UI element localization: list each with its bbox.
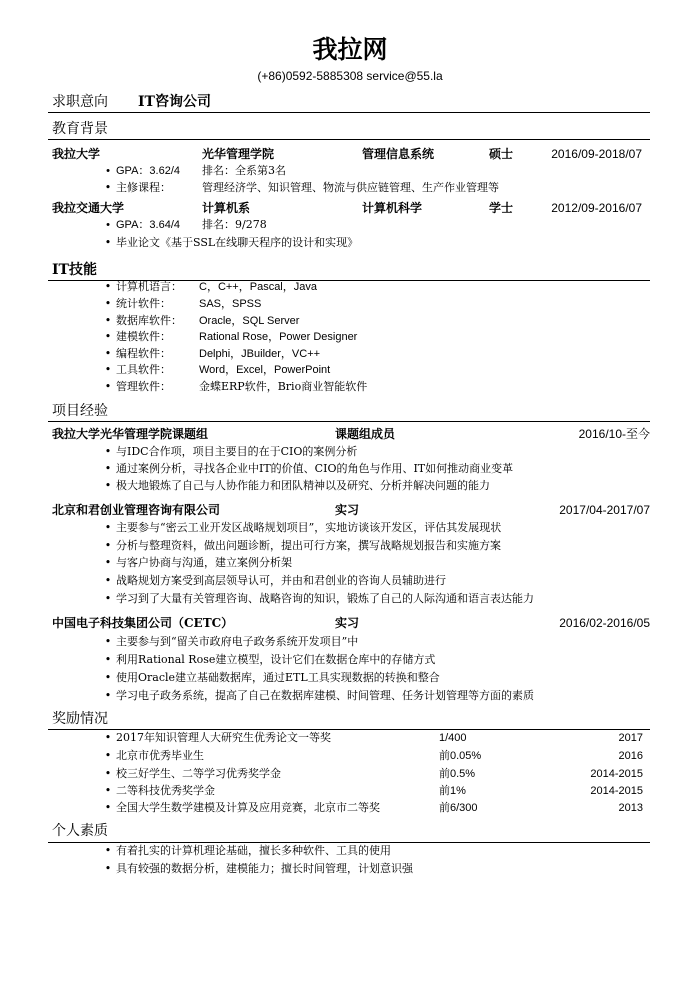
education-title: 教育背景 bbox=[52, 121, 108, 137]
project-period: 2017/04-2017/07 bbox=[559, 503, 650, 517]
project-role: 实习 bbox=[335, 616, 360, 630]
courses-value: 管理经济学、知识管理、物流与供应链管理、生产作业管理等 bbox=[202, 181, 499, 194]
degree: 学士 bbox=[489, 201, 514, 215]
school-name: 我拉大学 bbox=[52, 147, 101, 161]
personal-item: • 有着扎实的计算机理论基础，擅长多种软件、工具的使用 bbox=[104, 844, 391, 857]
award-rank: 前0.05% bbox=[439, 750, 482, 762]
skill-value: SAS，SPSS bbox=[199, 298, 262, 310]
skill-label: • 数据库软件： bbox=[104, 314, 182, 327]
award-year: 2013 bbox=[618, 802, 643, 814]
project-period: 2016/10-至今 bbox=[578, 427, 650, 441]
skill-label: • 编程软件： bbox=[104, 347, 171, 360]
skill-label: • 管理软件： bbox=[104, 380, 171, 393]
college-name: 计算机系 bbox=[202, 201, 251, 215]
objective-divider bbox=[48, 112, 650, 113]
rank-item: 排名：全系第3名 bbox=[202, 164, 286, 177]
award-name: • 2017年知识管理人大研究生优秀论文一等奖 bbox=[104, 731, 331, 744]
skill-value: 金蝶ERP软件，Brio商业智能软件 bbox=[199, 380, 368, 393]
project-period: 2016/02-2016/05 bbox=[559, 616, 650, 630]
award-name: • 全国大学生数学建模及计算及应用竞赛，北京市二等奖 bbox=[104, 801, 380, 814]
skill-value: Word，Excel，PowerPoint bbox=[199, 364, 331, 376]
skill-value: Oracle，SQL Server bbox=[199, 315, 300, 327]
study-period: 2016/09-2018/07 bbox=[551, 147, 642, 161]
project-bullet: • 学习电子政务系统，提高了自己在数据库建模、时间管理、任务计划管理等方面的素质 bbox=[104, 689, 534, 702]
courses-item: • 主修课程： bbox=[104, 181, 171, 194]
award-year: 2017 bbox=[618, 732, 643, 744]
award-year: 2016 bbox=[618, 750, 643, 762]
contact-info: (+86)0592-5885308 service@55.la bbox=[257, 69, 443, 83]
education-divider bbox=[48, 139, 650, 140]
personal-item: • 具有较强的数据分析，建模能力；擅长时间管理，计划意识强 bbox=[104, 862, 413, 875]
project-role: 实习 bbox=[335, 503, 360, 517]
award-name: • 北京市优秀毕业生 bbox=[104, 749, 204, 762]
project-bullet: • 与客户协商与沟通，建立案例分析架 bbox=[104, 556, 292, 569]
award-name: • 二等科技优秀奖学金 bbox=[104, 784, 215, 797]
project-bullet: • 战略规划方案受到高层领导认可，并由和君创业的咨询人员辅助进行 bbox=[104, 574, 446, 587]
project-org: 中国电子科技集团公司（CETC） bbox=[52, 616, 234, 630]
project-bullet: • 分析与整理资料，做出问题诊断，提出可行方案，撰写战略规划报告和实施方案 bbox=[104, 539, 501, 552]
projects-title: 项目经验 bbox=[52, 403, 108, 419]
study-period: 2012/09-2016/07 bbox=[551, 201, 642, 215]
project-bullet: • 通过案例分析，寻找各企业中IT的价值、CIO的角色与作用、IT如何推动商业变革 bbox=[104, 462, 514, 475]
degree: 硕士 bbox=[489, 147, 514, 161]
skill-label: • 建模软件： bbox=[104, 330, 171, 343]
skill-label: • 工具软件： bbox=[104, 363, 171, 376]
major-name: 计算机科学 bbox=[362, 201, 423, 215]
objective-label: 求职意向 bbox=[52, 94, 108, 110]
project-role: 课题组成员 bbox=[335, 427, 396, 441]
award-year: 2014-2015 bbox=[590, 785, 643, 797]
thesis-item: • 毕业论文《基于SSL在线聊天程序的设计和实现》 bbox=[104, 236, 359, 249]
project-bullet: • 主要参与“密云工业开发区战略规划项目”，实地访谈该开发区，评估其发展现状 bbox=[104, 521, 502, 534]
project-bullet: • 主要参与到“留关市政府电子政务系统开发项目”中 bbox=[104, 635, 359, 648]
skill-value: Rational Rose，Power Designer bbox=[199, 331, 358, 343]
project-bullet: • 学习到了大量有关管理咨询、战略咨询的知识，锻炼了自己的人际沟通和语言表达能力 bbox=[104, 592, 534, 605]
skill-value: Delphi，JBuilder，VC++ bbox=[199, 348, 321, 360]
gpa-item: • GPA：3.64/4 bbox=[106, 219, 180, 231]
awards-title: 奖励情况 bbox=[52, 711, 108, 727]
project-bullet: • 使用Oracle建立基础数据库，通过ETL工具实现数据的转换和整合 bbox=[104, 671, 440, 684]
candidate-name: 我拉网 bbox=[312, 35, 388, 64]
award-rank: 前6/300 bbox=[439, 802, 478, 814]
college-name: 光华管理学院 bbox=[202, 147, 275, 161]
project-bullet: • 与IDC合作项，项目主要目的在于CIO的案例分析 bbox=[104, 445, 358, 458]
project-bullet: • 极大地锻炼了自己与人协作能力和团队精神以及研究、分析并解决问题的能力 bbox=[104, 479, 490, 492]
major-name: 管理信息系统 bbox=[362, 147, 435, 161]
award-rank: 1/400 bbox=[439, 732, 467, 744]
objective-value: IT咨询公司 bbox=[138, 94, 211, 110]
award-name: • 校三好学生、二等学习优秀奖学金 bbox=[104, 767, 281, 780]
award-rank: 前1% bbox=[439, 785, 466, 797]
award-rank: 前0.5% bbox=[439, 768, 476, 780]
project-org: 我拉大学光华管理学院课题组 bbox=[52, 427, 209, 441]
rank-item: 排名：9/278 bbox=[202, 218, 267, 231]
personal-title: 个人素质 bbox=[52, 823, 108, 839]
skill-label: • 统计软件： bbox=[104, 297, 171, 310]
gpa-item: • GPA：3.62/4 bbox=[106, 165, 180, 177]
project-org: 北京和君创业管理咨询有限公司 bbox=[52, 503, 221, 517]
project-bullet: • 利用Rational Rose建立模型，设计它们在数据仓库中的存储方式 bbox=[104, 653, 436, 666]
skill-value: C，C++，Pascal，Java bbox=[199, 281, 317, 293]
award-year: 2014-2015 bbox=[590, 768, 643, 780]
projects-divider bbox=[48, 421, 650, 422]
skill-label: • 计算机语言： bbox=[104, 280, 182, 293]
skills-title: IT技能 bbox=[52, 262, 97, 278]
school-name: 我拉交通大学 bbox=[52, 201, 125, 215]
